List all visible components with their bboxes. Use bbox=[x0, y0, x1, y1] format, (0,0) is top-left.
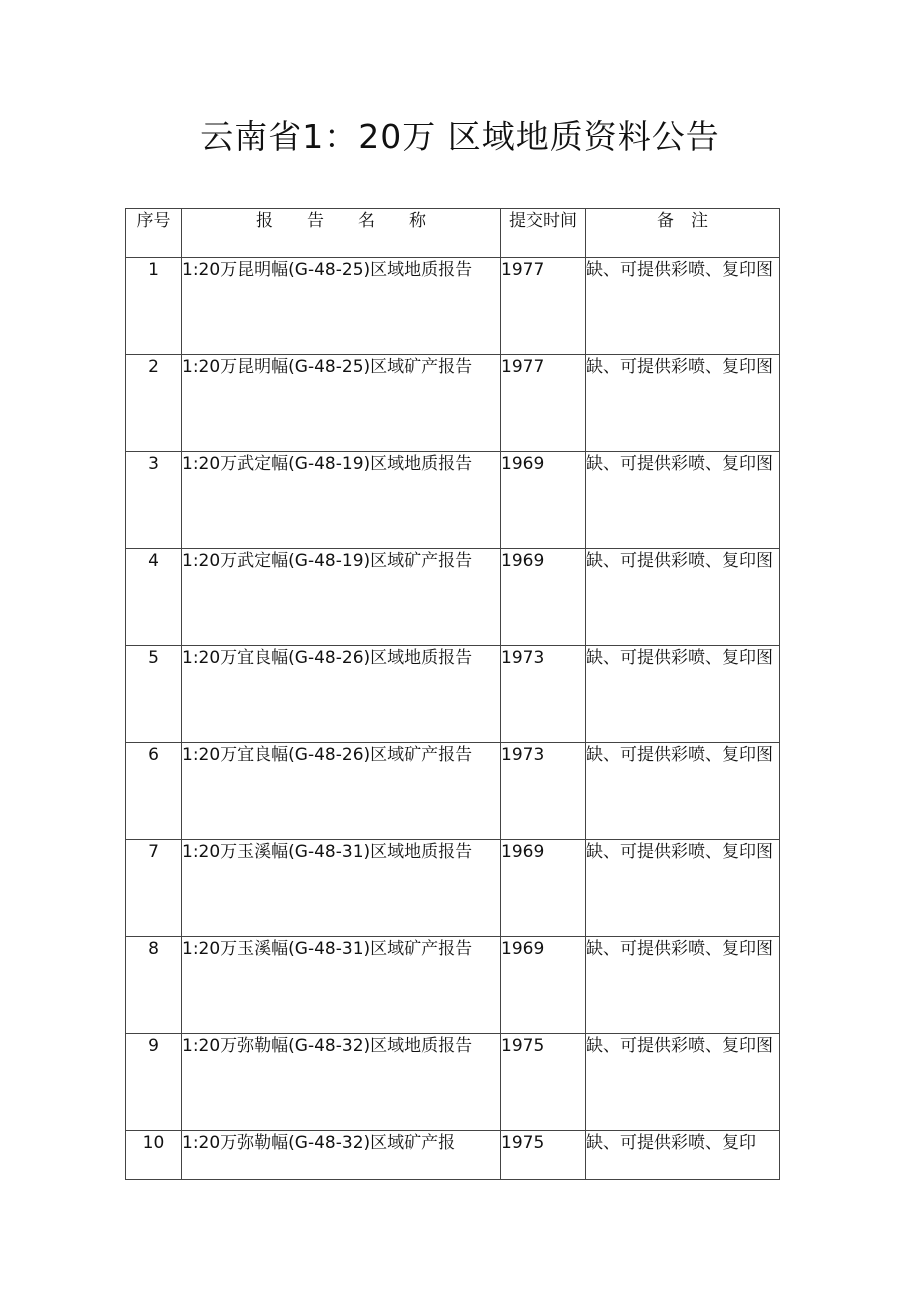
table-row bbox=[126, 840, 780, 937]
row-note-text: 缺、可提供彩喷、复印图 bbox=[586, 551, 773, 571]
row-index: 1 bbox=[126, 258, 182, 355]
row-year: 1975 bbox=[501, 1131, 586, 1180]
header-index: 序号 bbox=[126, 209, 182, 258]
table-row bbox=[126, 355, 780, 452]
row-index: 4 bbox=[126, 549, 182, 646]
row-name bbox=[182, 646, 501, 743]
row-year: 1969 bbox=[501, 937, 586, 1034]
row-name-text: 1:20万武定幅(G-48-19)区域矿产报告 bbox=[182, 551, 473, 571]
row-name-text: 1:20万昆明幅(G-48-25)区域地质报告 bbox=[182, 260, 473, 280]
row-name bbox=[182, 840, 501, 937]
table-row bbox=[126, 937, 780, 1034]
header-note: 备 注 bbox=[586, 209, 780, 258]
page-title: 云南省1：20万 区域地质资料公告 bbox=[200, 117, 720, 156]
row-name-text: 1:20万宜良幅(G-48-26)区域矿产报告 bbox=[182, 745, 473, 765]
row-name bbox=[182, 1034, 501, 1131]
row-name-text: 1:20万宜良幅(G-48-26)区域地质报告 bbox=[182, 648, 473, 668]
row-name-text: 1:20万昆明幅(G-48-25)区域矿产报告 bbox=[182, 357, 473, 377]
row-index: 7 bbox=[126, 840, 182, 937]
row-index: 8 bbox=[126, 937, 182, 1034]
row-note-text: 缺、可提供彩喷、复印图 bbox=[586, 842, 773, 862]
row-note bbox=[586, 646, 780, 743]
row-year: 1975 bbox=[501, 1034, 586, 1131]
row-note bbox=[586, 452, 780, 549]
row-index: 6 bbox=[126, 743, 182, 840]
header-name: 报 告 名 称 bbox=[182, 209, 501, 258]
report-table bbox=[125, 208, 780, 1180]
row-note bbox=[586, 549, 780, 646]
row-index: 2 bbox=[126, 355, 182, 452]
row-year: 1977 bbox=[501, 258, 586, 355]
row-year: 1969 bbox=[501, 452, 586, 549]
table-row bbox=[126, 452, 780, 549]
row-note-text: 缺、可提供彩喷、复印图 bbox=[586, 648, 773, 668]
row-name-text: 1:20万玉溪幅(G-48-31)区域矿产报告 bbox=[182, 939, 473, 959]
row-index: 3 bbox=[126, 452, 182, 549]
table-row bbox=[126, 646, 780, 743]
row-note bbox=[586, 1034, 780, 1131]
row-year: 1973 bbox=[501, 743, 586, 840]
row-year: 1973 bbox=[501, 646, 586, 743]
row-note bbox=[586, 258, 780, 355]
row-note-text: 缺、可提供彩喷、复印图 bbox=[586, 454, 773, 474]
table-row bbox=[126, 258, 780, 355]
row-note bbox=[586, 743, 780, 840]
row-name bbox=[182, 258, 501, 355]
row-name bbox=[182, 452, 501, 549]
row-note-text: 缺、可提供彩喷、复印图 bbox=[586, 1036, 773, 1056]
row-index: 5 bbox=[126, 646, 182, 743]
row-note bbox=[586, 840, 780, 937]
row-year: 1969 bbox=[501, 840, 586, 937]
row-year: 1969 bbox=[501, 549, 586, 646]
table-row bbox=[126, 1034, 780, 1131]
row-name bbox=[182, 937, 501, 1034]
row-note-text: 缺、可提供彩喷、复印 bbox=[586, 1133, 756, 1153]
row-name bbox=[182, 1131, 501, 1180]
table-row bbox=[126, 549, 780, 646]
row-name-text: 1:20万弥勒幅(G-48-32)区域矿产报 bbox=[182, 1133, 456, 1153]
row-note bbox=[586, 355, 780, 452]
row-note-text: 缺、可提供彩喷、复印图 bbox=[586, 939, 773, 959]
table-row bbox=[126, 743, 780, 840]
row-note bbox=[586, 937, 780, 1034]
row-note-text: 缺、可提供彩喷、复印图 bbox=[586, 745, 773, 765]
row-name-text: 1:20万武定幅(G-48-19)区域地质报告 bbox=[182, 454, 473, 474]
row-index: 9 bbox=[126, 1034, 182, 1131]
table-row bbox=[126, 1131, 780, 1180]
row-name-text: 1:20万玉溪幅(G-48-31)区域地质报告 bbox=[182, 842, 473, 862]
header-year: 提交时间 bbox=[501, 209, 586, 258]
row-name-text: 1:20万弥勒幅(G-48-32)区域地质报告 bbox=[182, 1036, 473, 1056]
row-note-text: 缺、可提供彩喷、复印图 bbox=[586, 357, 773, 377]
row-note bbox=[586, 1131, 780, 1180]
row-name bbox=[182, 549, 501, 646]
row-note-text: 缺、可提供彩喷、复印图 bbox=[586, 260, 773, 280]
row-name bbox=[182, 743, 501, 840]
row-index: 10 bbox=[126, 1131, 182, 1180]
row-year: 1977 bbox=[501, 355, 586, 452]
row-name bbox=[182, 355, 501, 452]
